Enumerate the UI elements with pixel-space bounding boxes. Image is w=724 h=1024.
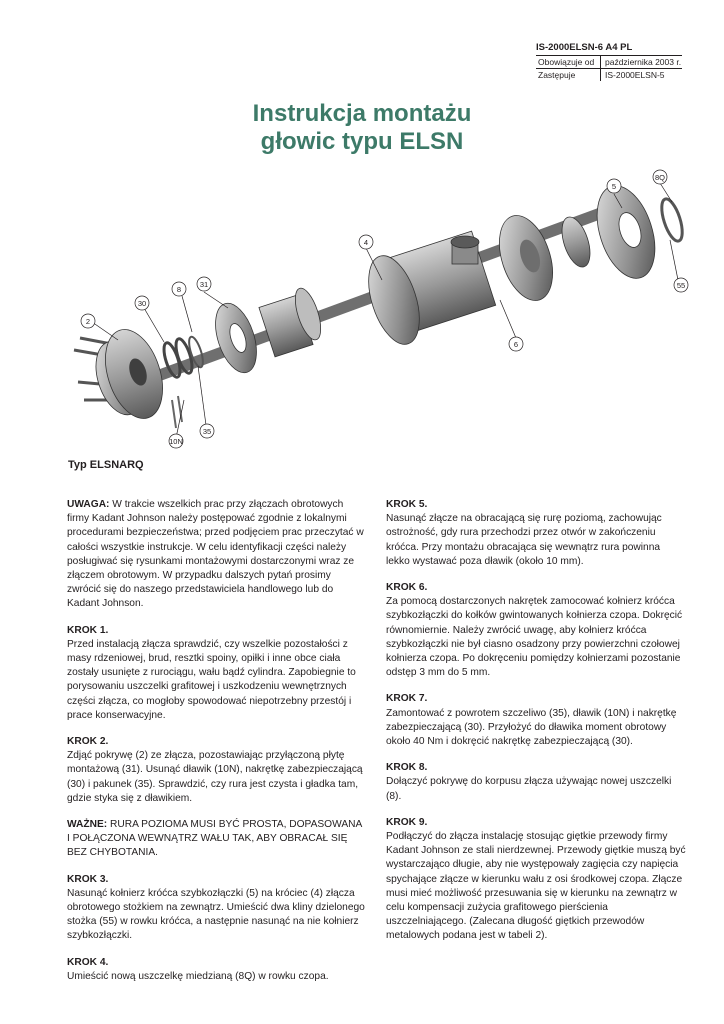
right-column (386, 498, 686, 956)
step-3-text: Nasunąć kołnierz króćca szybkozłączki (5) na króciec (4) złącza obrotowego stożkiem na zewnątrz. Umieścić dwa kliny dzielonego stożka (55) w rowku króćca, a następnie nasunąć na nie kołnierz szybkozłączki. (67, 887, 365, 942)
callout-8: 8 (176, 285, 182, 294)
callout-35: 35 (202, 427, 212, 436)
callout-8q: 8Q (654, 173, 666, 182)
step-6 (386, 581, 686, 680)
important-paragraph (67, 818, 367, 861)
callout-6: 6 (513, 340, 519, 349)
step-2-text: Zdjąć pokrywę (2) ze złącza, pozostawiając przyłączoną płytę montażową (31). Usunąć dławik (10N), nakrętkę zabezpieczającą (30) i pakunek (35). Sprawdzić, czy rura jest czysta i gładka tam, gdzie styka się z dławikiem. (67, 750, 363, 804)
step-7-title: KROK 7. (386, 693, 428, 705)
callout-10n: 10N (169, 437, 183, 446)
valid-from-label: Obowiązuje od (536, 56, 601, 68)
title-line-1: Instrukcja montażu (252, 100, 472, 127)
step-4-text: Umieścić nową uszczelkę miedzianą (8Q) w rowku czopa. (67, 970, 329, 982)
step-4 (67, 956, 367, 984)
callout-31: 31 (199, 280, 209, 289)
left-column (67, 498, 367, 996)
step-2 (67, 735, 367, 806)
step-8-title: KROK 8. (386, 762, 428, 774)
step-8 (386, 761, 686, 804)
callout-55: 55 (676, 281, 686, 290)
step-1-title: KROK 1. (67, 624, 109, 636)
step-7-text: Zamontować z powrotem szczeliwo (35), dławik (10N) i nakrętkę zabezpieczającą (30). Przyłożyć do dławika moment obrotowy około 40 Nm i dokręcić nakrętkę zabezpieczającą (30). (386, 707, 677, 748)
step-9-text: Podłączyć do złącza instalację stosując giętkie przewody firmy Kadant Johnson ze stali nierdzewnej. Przewody giętkie muszą być wystarczająco długie, aby nie występowały zagięcia czy napięcia spychające złącze w kierunku wału z osi środkowej czopa. Złącze musi mieć możliwość przesuwania się w kierunku na zewnątrz w celu kompensacji zużycia grafitowego pierścienia uszczelniającego. (Zalecana długość giętkich przewodów metalowych podana jest w tabeli 2). (386, 831, 686, 942)
step-3 (67, 873, 367, 944)
step-5-text: Nasunąć złącze na obracającą się rurę poziomą, zachowując ostrożność, gdy rura przechodzi przez otwór w zakończeniu króćca. Przy montażu obracająca się wewnątrz rura powinna lekko wystawać poza dławik (około 10 mm). (386, 513, 662, 567)
figure-caption: Typ ELSNARQ (68, 459, 144, 471)
step-2-title: KROK 2. (67, 736, 109, 748)
replaces-value: IS-2000ELSN-5 (605, 70, 665, 80)
step-7 (386, 692, 686, 749)
important-text: RURA POZIOMA MUSI BYĆ PROSTA, DOPASOWANA I POŁĄCZONA WEWNĄTRZ WAŁU TAK, ABY OBRACAŁ SIĘ BEZ CHYBOTANIA. (67, 819, 362, 859)
exploded-assembly-drawing (60, 160, 700, 460)
step-6-text: Za pomocą dostarczonych nakrętek zamocować kołnierz króćca szybkozłączki do kołków gwintowanych kołnierza czopa. Dokręcić równomiernie. Należy zwrócić uwagę, aby kołnierz króćca szybkozłączki nie był ciasno osadzony przy powierzchni czołowej kołnierza czopa. Po dokręceniu pomiędzy kołnierzami pozostanie odstęp 3 mm do 5 mm. (386, 596, 683, 679)
replaces-label: Zastępuje (536, 69, 601, 81)
valid-from-row (536, 56, 682, 69)
step-1 (67, 624, 367, 723)
step-6-title: KROK 6. (386, 582, 428, 594)
replaces-row (536, 69, 682, 81)
step-3-title: KROK 3. (67, 873, 109, 885)
page-title (0, 100, 724, 156)
copper-gasket (658, 197, 687, 244)
step-4-title: KROK 4. (67, 956, 109, 968)
step-9-title: KROK 9. (386, 816, 428, 828)
document-code: IS-2000ELSN-6 A4 PL (536, 42, 682, 56)
step-8-text: Dołączyć pokrywę do korpusu złącza używając nowej uszczelki (8). (386, 776, 672, 802)
joint-body (359, 231, 496, 350)
important-label: WAŻNE: (67, 819, 108, 831)
warning-paragraph (67, 498, 367, 612)
callout-30: 30 (137, 299, 147, 308)
step-9 (386, 816, 686, 944)
warning-label: UWAGA: (67, 499, 110, 510)
callout-4: 4 (363, 238, 369, 247)
step-5-title: KROK 5. (386, 499, 428, 510)
step-5 (386, 498, 686, 569)
valid-from-value: października 2003 r. (605, 57, 682, 67)
step-1-text: Przed instalacją złącza sprawdzić, czy wszelkie pozostałości z masy rdzeniowej, brud, resztki spoiny, opiłki i inne obce ciała zostały usunięte z rurociągu, wału bądź cylindra. Zapobiegnie to porysowaniu uszczelki grafitowej i uszkodzeniu wewnętrznych części złącza, co mogłoby spowodować niepotrzebny przestój i prace konserwacyjne. (67, 638, 356, 721)
title-line-2: głowic typu ELSN (260, 128, 464, 155)
document-header (536, 42, 682, 81)
warning-text: W trakcie wszelkich prac przy złączach obrotowych firmy Kadant Johnson należy postępować zgodnie z lokalnymi procedurami bezpieczeństwa; przed podjęciem prac przeczytać w całości wszystkie instrukcje. W celu identyfikacji części należy posługiwać się rysunkami montażowymi dostarczonymi wraz ze złączem obrotowym. W przypadku dalszych pytań prosimy zwrócić się do naszego przedstawiciela handlowego lub do Kadant Johnson. (67, 499, 364, 610)
callout-2: 2 (85, 317, 91, 326)
callout-5: 5 (611, 182, 617, 191)
